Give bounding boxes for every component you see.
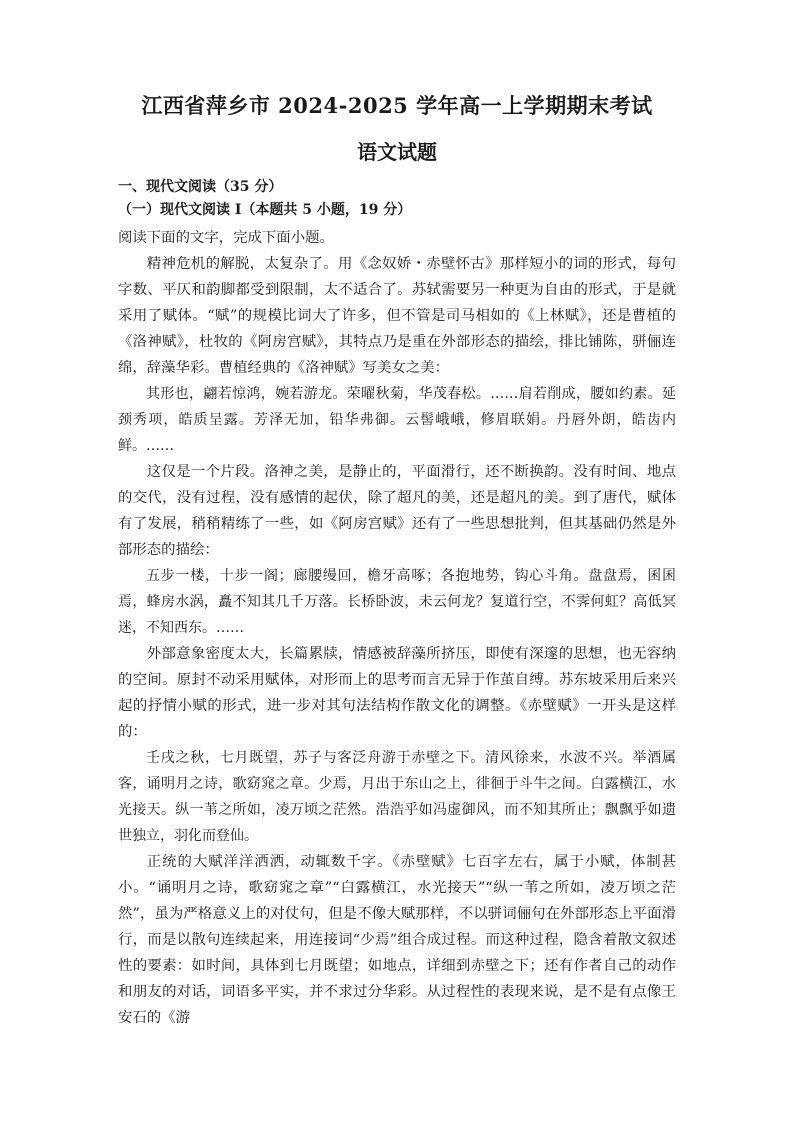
- paragraph: 这仅是一个片段。洛神之美，是静止的，平面滑行，还不断换韵。没有时间、地点的交代，没有过程，没有感情的起伏，除了超凡的美，还是超凡的美。到了唐代，赋体有了发展，稍稍精练了一些，如《阿房宫赋》还有了一些思想批判，但其基础仍然是外部形态的描绘：: [118, 464, 676, 558]
- page-subtitle: 语文试题: [357, 140, 437, 164]
- quoted-passage: 壬戌之秋，七月既望，苏子与客泛舟游于赤壁之下。清风徐来，水波不兴。举酒属客，诵明月之诗，歌窈窕之章。少焉，月出于东山之上，徘徊于斗牛之间。白露横江，水光接天。纵一苇之所如，凌万顷之茫然。浩浩乎如冯虚御风，而不知其所止；飘飘乎如遗世独立，羽化而登仙。: [118, 750, 676, 844]
- reading-instruction: 阅读下面的文字，完成下面小题。: [118, 230, 334, 246]
- paragraph: 精神危机的解脱，太复杂了。用《念奴娇・赤壁怀古》那样短小的词的形式，每句字数、平仄和韵脚都受到限制，太不适合了。苏轼需要另一种更为自由的形式，于是就采用了赋体。“赋”的规模比词大了许多，但不管是司马相如的《上林赋》，还是曹植的《洛神赋》，杜牧的《阿房宫赋》，其特点乃是重在外部形态的描绘，排比铺陈，骈俪连绵，辞藻华彩。曹植经典的《洛神赋》写美女之美：: [118, 256, 676, 376]
- quoted-passage: 五步一楼，十步一阁；廊腰缦回，檐牙高啄；各抱地势，钩心斗角。盘盘焉，囷囷焉，蜂房水涡，矗不知其几千万落。长桥卧波，未云何龙？复道行空，不霁何虹？高低冥迷，不知西东。……: [118, 568, 676, 636]
- section-heading: 一、现代文阅读（35 分）: [118, 179, 283, 195]
- subsection-heading: （一）现代文阅读 I（本题共 5 小题，19 分）: [118, 202, 412, 218]
- quoted-passage: 其形也，翩若惊鸿，婉若游龙。荣曜秋菊，华茂春松。……肩若削成，腰如约素。延颈秀项，皓质呈露。芳泽无加，铅华弗御。云髻峨峨，修眉联娟。丹唇外朗，皓齿内鲜。……: [118, 386, 676, 454]
- page-title: 江西省萍乡市 2024-2025 学年高一上学期期末考试: [141, 93, 653, 118]
- paragraph: 正统的大赋洋洋洒洒，动辄数千字。《赤壁赋》七百字左右，属于小赋，体制甚小。“诵明月之诗，歌窈窕之章”“白露横江，水光接天”“纵一苇之所如，凌万顷之茫然”，虽为严格意义上的对仗句，但是不像大赋那样，不以骈词俪句在外部形态上平面滑行，而是以散句连续起来，用连接词“少焉”组合成过程。而这种过程，隐含着散文叙述性的要素：如时间，具体到七月既望；如地点，详细到赤壁之下；还有作者自己的动作和朋友的对话，词语多平实，并不求过分华彩。从过程性的表现来说，是不是有点像王安石的《游: [118, 854, 676, 1026]
- paragraph: 外部意象密度太大，长篇累牍，情感被辞藻所挤压，即使有深邃的思想，也无容纳的空间。原封不动采用赋体，对形而上的思考而言无异于作茧自缚。苏东坡采用后来兴起的抒情小赋的形式，进一步对其句法结构作散文化的调整。《赤壁赋》一开头是这样的：: [118, 646, 676, 740]
